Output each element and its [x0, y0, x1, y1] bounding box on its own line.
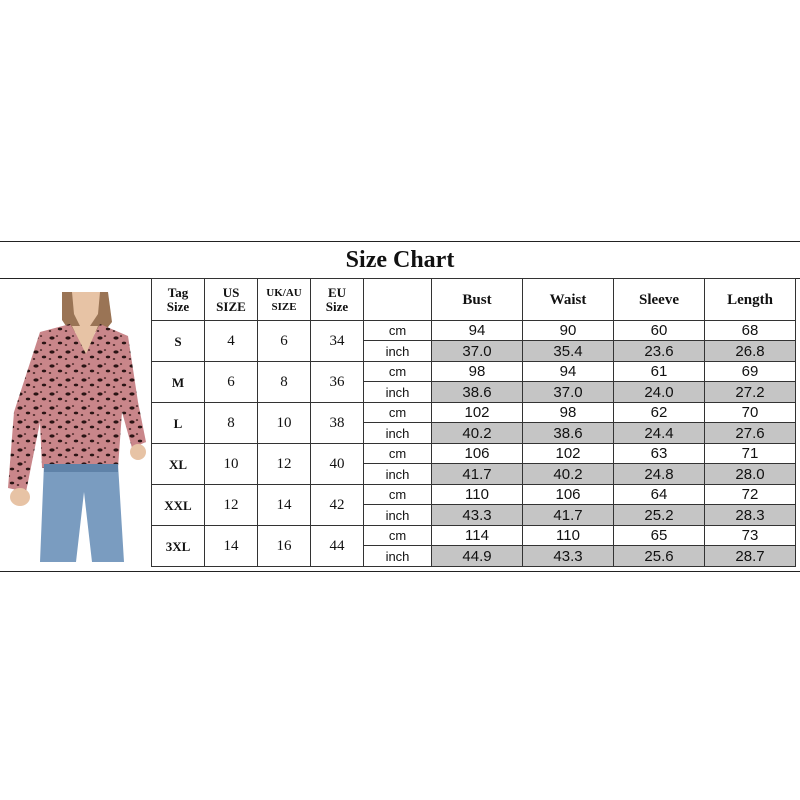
- length-cm-value: 70: [705, 403, 796, 423]
- eu-size: 38: [311, 403, 364, 444]
- length-cm-value: 73: [705, 526, 796, 546]
- header-row: [152, 279, 796, 321]
- ukau-size: 14: [258, 485, 311, 526]
- us-size: 4: [205, 321, 258, 362]
- unit-inch-label: inch: [364, 382, 432, 403]
- bust-inch-value: 44.9: [432, 546, 523, 567]
- length-cm-value: 71: [705, 444, 796, 464]
- sleeve-cm-value: 65: [614, 526, 705, 546]
- size-chart-title: Size Chart: [0, 242, 800, 279]
- size-tag: M: [152, 362, 205, 403]
- unit-inch-label: inch: [364, 464, 432, 485]
- eu-size: 42: [311, 485, 364, 526]
- bust-cm-value: 114: [432, 526, 523, 546]
- length-inch-value: 26.8: [705, 341, 796, 362]
- length-inch-value: 27.6: [705, 423, 796, 444]
- waist-inch-value: 37.0: [523, 382, 614, 403]
- waist-inch-value: 43.3: [523, 546, 614, 567]
- sleeve-cm-value: 60: [614, 321, 705, 341]
- us-size: 10: [205, 444, 258, 485]
- table-row-cm: [152, 403, 796, 423]
- eu-size: 34: [311, 321, 364, 362]
- waist-cm-value: 98: [523, 403, 614, 423]
- length-inch-value: 27.2: [705, 382, 796, 403]
- bust-inch-value: 38.6: [432, 382, 523, 403]
- ukau-size: 10: [258, 403, 311, 444]
- size-tag: XXL: [152, 485, 205, 526]
- unit-cm-label: cm: [364, 321, 432, 341]
- waist-inch-value: 38.6: [523, 423, 614, 444]
- header-length: Length: [705, 279, 796, 321]
- waist-inch-value: 40.2: [523, 464, 614, 485]
- waist-cm-value: 102: [523, 444, 614, 464]
- bust-inch-value: 41.7: [432, 464, 523, 485]
- size-tag: 3XL: [152, 526, 205, 567]
- header-eu-size: EU Size: [311, 279, 364, 321]
- eu-size: 40: [311, 444, 364, 485]
- unit-cm-label: cm: [364, 362, 432, 382]
- sleeve-inch-value: 23.6: [614, 341, 705, 362]
- model-photo: [0, 292, 150, 562]
- waist-cm-value: 106: [523, 485, 614, 505]
- unit-cm-label: cm: [364, 403, 432, 423]
- waist-cm-value: 90: [523, 321, 614, 341]
- bust-inch-value: 43.3: [432, 505, 523, 526]
- sleeve-inch-value: 24.4: [614, 423, 705, 444]
- unit-inch-label: inch: [364, 341, 432, 362]
- unit-cm-label: cm: [364, 444, 432, 464]
- length-cm-value: 68: [705, 321, 796, 341]
- unit-inch-label: inch: [364, 423, 432, 444]
- sleeve-cm-value: 63: [614, 444, 705, 464]
- bust-inch-value: 37.0: [432, 341, 523, 362]
- length-cm-value: 72: [705, 485, 796, 505]
- bust-cm-value: 110: [432, 485, 523, 505]
- table-row-cm: [152, 526, 796, 546]
- size-tag: L: [152, 403, 205, 444]
- unit-inch-label: inch: [364, 505, 432, 526]
- bust-inch-value: 40.2: [432, 423, 523, 444]
- table-row-cm: [152, 362, 796, 382]
- us-size: 14: [205, 526, 258, 567]
- header-sleeve: Sleeve: [614, 279, 705, 321]
- bust-cm-value: 106: [432, 444, 523, 464]
- sleeve-inch-value: 25.2: [614, 505, 705, 526]
- eu-size: 44: [311, 526, 364, 567]
- leopard-blouse-image: [0, 292, 150, 562]
- us-size: 6: [205, 362, 258, 403]
- sleeve-cm-value: 61: [614, 362, 705, 382]
- length-inch-value: 28.0: [705, 464, 796, 485]
- length-inch-value: 28.7: [705, 546, 796, 567]
- header-us-size: US SIZE: [205, 279, 258, 321]
- waist-inch-value: 35.4: [523, 341, 614, 362]
- sleeve-inch-value: 24.8: [614, 464, 705, 485]
- sleeve-cm-value: 64: [614, 485, 705, 505]
- size-tag: XL: [152, 444, 205, 485]
- header-tag-size: Tag Size: [152, 279, 205, 321]
- us-size: 12: [205, 485, 258, 526]
- table-row-cm: [152, 444, 796, 464]
- size-table: [151, 278, 796, 567]
- ukau-size: 12: [258, 444, 311, 485]
- header-waist: Waist: [523, 279, 614, 321]
- header-ukau-size: UK/AU SIZE: [258, 279, 311, 321]
- size-tag: S: [152, 321, 205, 362]
- eu-size: 36: [311, 362, 364, 403]
- waist-cm-value: 94: [523, 362, 614, 382]
- waist-inch-value: 41.7: [523, 505, 614, 526]
- us-size: 8: [205, 403, 258, 444]
- sleeve-cm-value: 62: [614, 403, 705, 423]
- bust-cm-value: 98: [432, 362, 523, 382]
- length-cm-value: 69: [705, 362, 796, 382]
- table-row-cm: [152, 485, 796, 505]
- waist-cm-value: 110: [523, 526, 614, 546]
- sleeve-inch-value: 25.6: [614, 546, 705, 567]
- length-inch-value: 28.3: [705, 505, 796, 526]
- header-unit: [364, 279, 432, 321]
- ukau-size: 16: [258, 526, 311, 567]
- size-chart-panel: [0, 241, 800, 572]
- unit-inch-label: inch: [364, 546, 432, 567]
- bust-cm-value: 102: [432, 403, 523, 423]
- ukau-size: 6: [258, 321, 311, 362]
- ukau-size: 8: [258, 362, 311, 403]
- header-bust: Bust: [432, 279, 523, 321]
- sleeve-inch-value: 24.0: [614, 382, 705, 403]
- bust-cm-value: 94: [432, 321, 523, 341]
- unit-cm-label: cm: [364, 526, 432, 546]
- table-row-cm: [152, 321, 796, 341]
- unit-cm-label: cm: [364, 485, 432, 505]
